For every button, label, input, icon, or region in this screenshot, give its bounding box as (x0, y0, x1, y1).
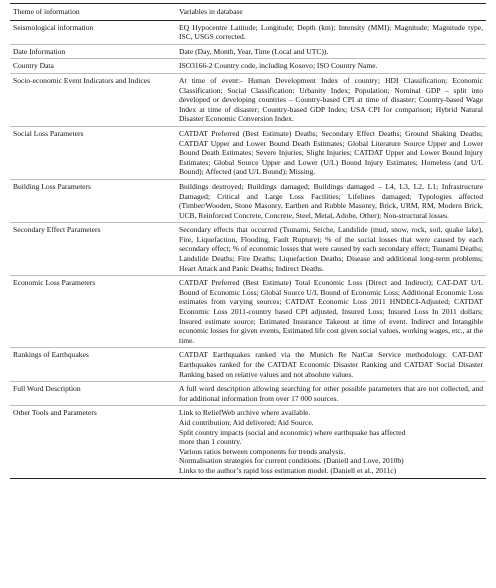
theme-cell: Date Information (10, 44, 176, 59)
table-row (10, 223, 486, 276)
variables-cell: CATDAT Preferred (Best Estimate) Deaths; Secondary Effect Deaths; Ground Shaking Deaths; CATDAT Upper and Lower Bound Death Estimates; Global Literature Source Upper and Lower Bound Death Estimates; Severe Injuries; Slight Injuries; CATDAT Upper and Lower Bound Injury Estimates; Global Source Upper and Lower (U/L) Bound Injury Estimates; Homeless (and U/L Bound); Affected (and U/L Bound); Missing. (176, 126, 486, 179)
table-row (10, 73, 486, 126)
table-row (10, 20, 486, 44)
table-row (10, 276, 486, 348)
variables-line: Links to the author’s rapid loss estimation model. (Daniell et al., 2011c) (179, 465, 397, 475)
variables-cell: EQ Hypocentre Latitude; Longitude; Depth (km); Intensity (MMI); Magnitude; Magnitude type, ISC, USGS corrected. (176, 20, 486, 44)
table-header-row (10, 4, 486, 21)
theme-cell: Seismological information (10, 20, 176, 44)
variables-line: Split country impacts (social and economic) where earthquake has affected (179, 427, 406, 437)
theme-cell: Secondary Effect Parameters (10, 223, 176, 276)
theme-cell: Rankings of Earthquakes (10, 348, 176, 382)
theme-cell: Full Word Description (10, 382, 176, 406)
variables-cell: Date (Day, Month, Year, Time (Local and UTC)). (176, 44, 486, 59)
table-row (10, 406, 486, 478)
theme-cell: Socio-economic Event Indicators and Indices (10, 73, 176, 126)
variables-cell: Buildings destroyed; Buildings damaged; Buildings damaged – L4, L3, L2, L1; Infrastructure Damaged; Critical and Large Loss Facilities; Lifelines damaged; Typologies affected (Timber/Wooden, Stone Masonry, Earthen and Rubble Masonry, Brick, URM, RM, Modern Brick, UCB, Reinforced Concrete, Concrete, Steel, Metal, Adobe, Other); Non-structural losses. (176, 179, 486, 222)
theme-cell: Other Tools and Parameters (10, 406, 176, 478)
table-row (10, 126, 486, 179)
table-row (10, 44, 486, 59)
theme-cell: Economic Loss Parameters (10, 276, 176, 348)
variables-table (10, 3, 486, 479)
variables-cell: At time of event:- Human Development Index of country; HDI Classification; Economic Classification; Social Classification; Urbanity Index; Population; Nominal GDP – split into developed or developing countries – Country-based CPI at time of disaster; Country-based Wage Index at time of disaster; Country-based GDP Index; USA CPI for comparison; Hybrid Natural Disaster Economic Conversion Index. (176, 73, 486, 126)
variables-cell: CATDAT Preferred (Best Estimate) Total Economic Loss (Direct and Indirect); CAT-DAT U/L Bound of Economic Loss; Global Source U/L Bound of Economic Loss; Additional Economic Loss estimates from varying sources; CATDAT Economic Loss 2011 HNDECI-Adjusted; CATDAT Economic Loss 2011-country based CPI adjusted, Insured Loss; Insured Loss In 2011 dollars; Insured estimate source; Estimated Insurance Takeout at time of event. Indirect and Intangible economic losses for given events, Estimated life cost given social values, working wages, etc., at the time. (176, 276, 486, 348)
variables-cell (176, 406, 486, 478)
table-row (10, 348, 486, 382)
table-row (10, 382, 486, 406)
variables-cell: CATDAT Earthquakes ranked via the Munich Re NatCat Service methodology. CAT-DAT Earthquakes ranked for the CATDAT Economic Disaster Ranking and CATDAT Social Disaster Ranking based on relative values and not absolute values. (176, 348, 486, 382)
theme-cell: Social Loss Parameters (10, 126, 176, 179)
theme-cell: Country Data (10, 59, 176, 74)
variables-cell: ISO3166-2 Country code, including Kosovo; ISO Country Name. (176, 59, 486, 74)
table-row (10, 59, 486, 74)
variables-cell: A full word description allowing searching for other possible parameters that are not collected, and for additional information from over 17 000 sources. (176, 382, 486, 406)
variables-line: Aid contribution; Aid delivered; Aid Source. (179, 417, 314, 427)
header-variables: Variables in database (176, 4, 486, 21)
table-row (10, 179, 486, 222)
header-theme: Theme of information (10, 4, 176, 21)
theme-cell: Building Loss Parameters (10, 179, 176, 222)
variables-line: Link to ReliefWeb archive where available. (179, 408, 311, 418)
variables-cell: Secondary effects that occurred (Tsunami, Seiche, Landslide (mud, snow, rock, soil, quake lake), Fire, Liquefaction, Flooding, Fault Rupture); % of the social losses that were caused by each secondary effect; % of economic losses that were caused by each secondary effect; Tsunami Deaths; Landslide Deaths; Fire Deaths; Liquefaction Deaths; Disease and additional long-term problems; Heart Attack and Panic Deaths; Indirect Deaths. (176, 223, 486, 276)
variables-line: Various ratios between components for trends analysis. (179, 446, 346, 456)
variables-line: more than 1 country. (179, 437, 242, 447)
variables-line: Normalisation strategies for current conditions. (Daniell and Love, 2010b) (179, 456, 404, 466)
